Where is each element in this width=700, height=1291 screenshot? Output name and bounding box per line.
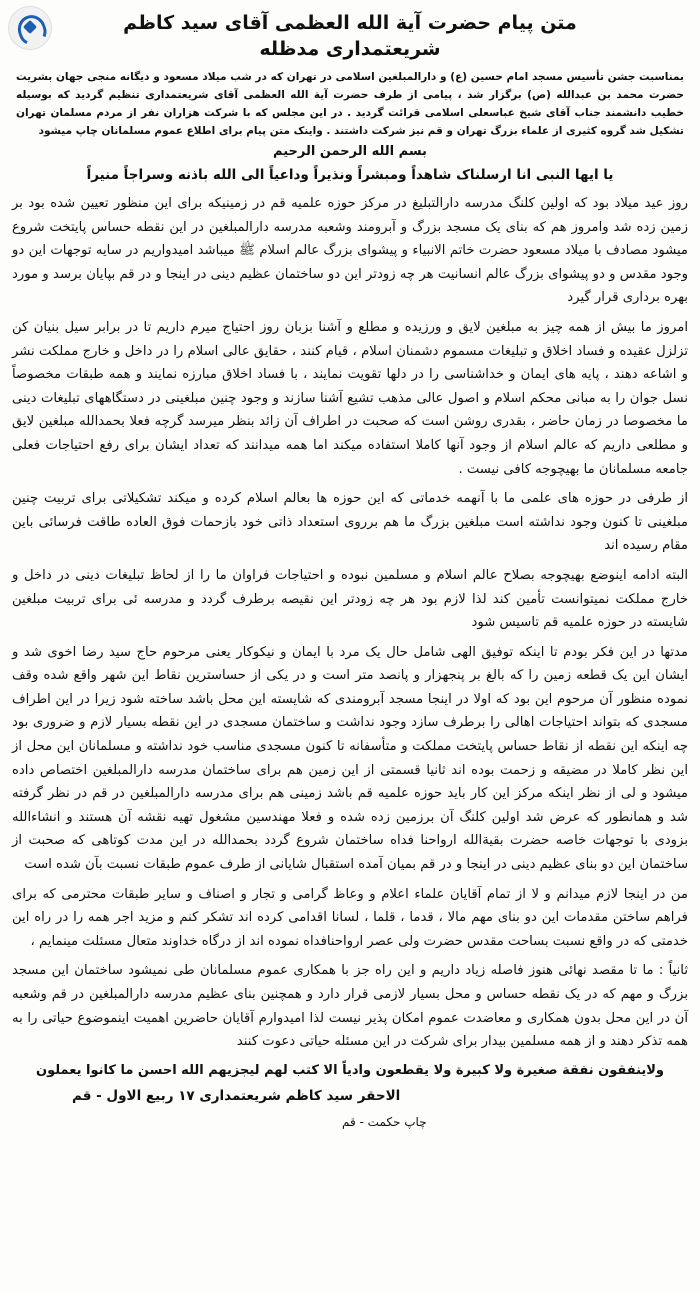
signature-line: الاحقر سید کاظم شریعتمداری ۱۷ ربیع الاول - قم (72, 1087, 401, 1104)
printer-note: چاپ حکمت - قم (342, 1114, 427, 1129)
body-paragraph: روز عید میلاد بود که اولین کلنگ مدرسه دارالتبلیغ در مرکز حوزه علمیه قم در زمینیکه برای این منظور تعیین شده بود بر زمین زده شد وامروز هم که بنای یک مسجد بزرگ و آبرومند وشعبه مدرسه دارالمبلغین در این نقطه حساس پایتخت شروع میشود مصادف با میلاد مسعود حضرت خاتم الانبیاء و پیشوای بزرگ عالم اسلام ﷺ میباشد امیدواریم در سایه توجهات این دو وجود مقدس و دو پیشوای بزرگ عالم انسانیت هر چه زودتر این دو ساختمان عظیم دینی در اینجا و در قم بپایان برسد و مورد بهره برداری قرار گیرد (12, 196, 688, 306)
bismillah-heading: بسم الله الرحمن الرحیم (273, 144, 427, 159)
quran-verse-heading: یا ایها النبی انا ارسلناک شاهداً ومبشراً ونذیراً وداعیاً الی الله باذنه وسراجاً منیراً (86, 167, 614, 183)
watermark-logo-icon (8, 6, 52, 50)
closing-verse: ولاینفقون نفقة صغیرة ولا کبیرة ولا یقطعون وادیاً الا کتب لهم لیجزیهم الله احسن ما کانوا یعملون (35, 1062, 665, 1078)
page-title: متن پیام حضرت آیة الله العظمی آقای سید کاظم شریعتمداری مدظله (123, 12, 577, 60)
body-paragraph: مدتها در این فکر بودم تا اینکه توفیق الهی شامل حال یک مرد با ایمان و نیکوکار یعنی مرحوم حاج سید رضا اخوی شد و ایشان این یک قطعه زمین را که بالغ بر پنجهزار و پانصد متر است و در یکی از حساسترین نقاط این شهر واقع شده وقف نموده منظور آن مرحوم این بود که اولا در اینجا مسجد آبرومندی که شایسته این محل باشد ساخته شود زیرا در این اطراف مسجدی که بتواند احتیاجات اهالی را برطرف سازد وجود نداشت و ساختمان مسجدی در این نقطه بسیار لازم و ضروری بود چه اینکه این نقطه از نقاط حساس پایتخت مملکت و متأسفانه تا کنون مسجدی مناسب خود نداشته و مسلمانان این محل از این نظر کاملا در مضیقه و زحمت بوده اند ثانیا قسمتی از این زمین هم برای ساختمان مدرسه دارالمبلغین اختصاص داده میشود و لی از نظر اینکه مرکز این کار باید حوزه علمیه قم باشد زمینی هم برای مدرسه دارالمبلغین در قم در نظر گرفته شد و همانطور که عرض شد اولین کلنگ آن برزمین زده شده و فعلا مهندسین مشغول تهیه نقشه آن هستند و انشاءالله بزودی با توجهات خاصه حضرت بقیةالله ارواحنا فداه ساختمان شروع گردد بحمدالله در این مدت کوتاهی که صحبت از ساختمان این دو بنای عظیم دینی در اینجا و در قم بمیان آمده استقبال شایانی از طرف عموم طبقات نسبت بآن شده است (12, 644, 688, 873)
body-paragraph: من در اینجا لازم میدانم و لا از تمام آقایان علماء اعلام و وعاظ گرامی و تجار و اصناف و سایر طبقات محترمی که برای فراهم ساختن مقدمات این دو بنای مهم مالا ، قدما ، قلما ، لسانا اقدامی کرده اند تشکر کنم و مزید اجر همه را در راه این خدمتی که در واقع نسبت بساحت مقدس حضرت ولی عصر ارواحنافداه نموده اند از درگاه خداوند متعال مسئلت مینمایم ، (12, 886, 688, 949)
body-paragraph: از طرفی در حوزه های علمی ما با آنهمه خدماتی که این حوزه ها بعالم اسلام کرده و میکند تشکیلاتی برای تربیت چنین مبلغینی تا کنون وجود نداشته است مبلغین بزرگ ما هم برروی استعداد ذاتی خود بازحمات فوق العاده طاقت فرسائی باین مقام رسیده اند (12, 491, 688, 554)
body-paragraph: البته ادامه اینوضع بهیچوجه بصلاح عالم اسلام و مسلمین نبوده و احتیاجات فراوان ما را از لحاظ تبلیغات دینی در داخل و خارج مملکت نمیتوانست تأمین کند لذا لازم بود هر چه زودتر این نقیصه برطرف گردد و مدرسه ئی برای تربیت مبلغین شایسته در حوزه علمیه قم تاسیس شود (12, 567, 688, 631)
body-paragraph: امروز ما بیش از همه چیز به مبلغین لایق و ورزیده و مطلع و آشنا بزبان روز احتیاج میرم داریم تا در برابر سیل بنیان کن تزلزل عقیده و فساد اخلاق و تبلیغات مسموم دشمنان اسلام ، قیام کنند ، حقایق عالی اسلام را در داخل و خارج مملکت نشر و اشاعه دهند ، پایه های ایمان و خداشناسی را در دلها تقویت نمایند ، با فساد اخلاق مبارزه نمایند و همه طبقات مخصوصاً نسل جوان را به مبانی محکم اسلام و اصول عالی مذهب تشیع آشنا سازند و وجود چنین مبلغینی در دستگاههای تبلیغات دینی ما مخصوصا در زمان حاضر ، بقدری روشن است که صحبت در اطراف آن زائد بنظر میرسد گرچه فعلا بحمدالله مبلغین لایق و مطلعی داریم که عالم اسلام از وجود آنها کاملا استفاده میکند اما همه میدانند که تعداد ایشان برای رفع احتیاجات فعلی جامعه مسلمانان ما بهیچوجه کافی نیست . (12, 319, 688, 477)
intro-paragraph: بمناسبت جشن تأسیس مسجد امام حسین (ع) و دارالمبلغین اسلامی در تهران که در شب میلاد مسعود و دیگانه منجی جهان بشریت حضرت محمد بن عبدالله (ص) برگزار شد ، پیامی از طرف حضرت آیة الله العظمی آقای شریعتمداری تنظیم گردید که بوسیله خطیب دانشمند جناب آقای شیخ عباسعلی اسلامی قرائت گردید . در این مجلس که با شرکت هزاران نفر از مردم مسلمان تهران تشکیل شد گروه کثیری از علماء بزرگ تهران و قم نیز شرکت داشتند . واینک متن پیام برای اطلاع عموم مسلمانان چاپ میشود (16, 71, 684, 137)
message-body (12, 192, 688, 1054)
body-paragraph: ثانیاً : ما تا مقصد نهائی هنوز فاصله زیاد داریم و این راه جز با همکاری عموم مسلمانان طی نمیشود ساختمان این مسجد بزرگ و مهم که در یک نقطه حساس و محل بسیار لازمی قرار دارد و همچنین بنای عظیم مدرسه دارالمبلغین در قم وشعبه آن در این محل بدون همکاری و معاضدت عموم امکان پذیر نیست لذا امیدوارم آقایان حاضرین اهمیت اینموضوع حیاتی را به همه تذکر دهند و از همه مسلمین بیدار برای شرکت در این مسئله حیاتی دعوت کنند (12, 963, 688, 1050)
